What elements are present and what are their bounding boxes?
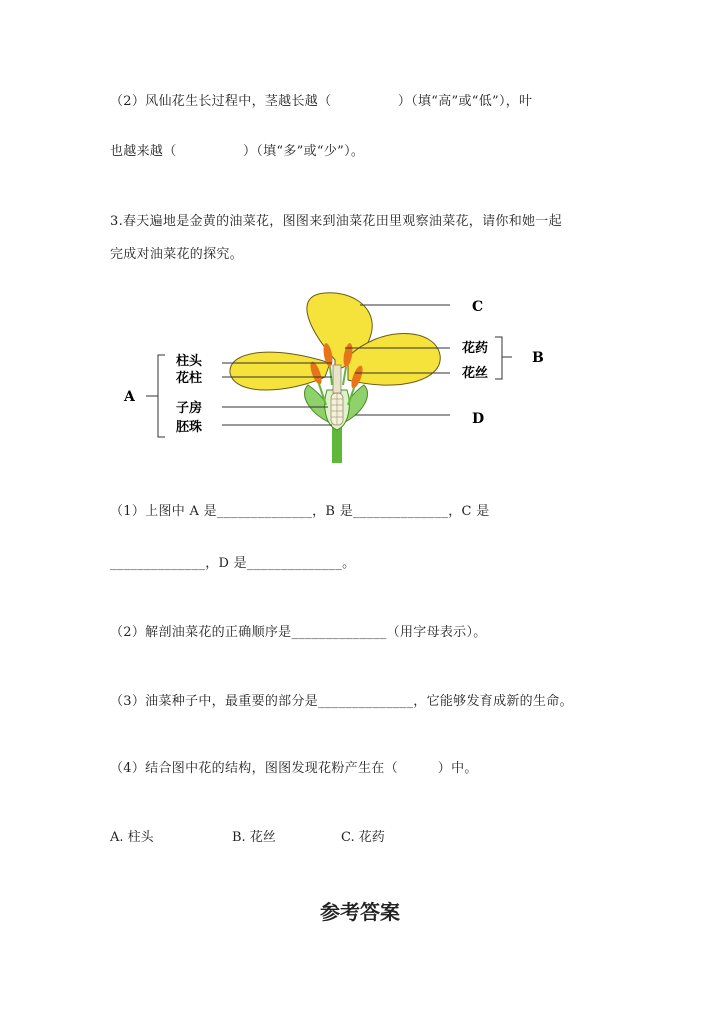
q3-sub3: （3）油菜种子中，最重要的部分是______________，它能够发育成新的生命。 (110, 694, 573, 709)
label-c: C (472, 299, 484, 315)
q2-part2-line1: （2）风仙花生长过程中，茎越长越（ ）（填“高”或“低”），叶 (110, 94, 533, 109)
label-ovary: 子房 (176, 401, 203, 416)
q3-sub2: （2）解剖油菜花的正确顺序是______________（用字母表示）。 (110, 625, 487, 640)
label-a: A (124, 389, 135, 405)
label-style: 花柱 (176, 371, 203, 386)
q3-intro-line2: 完成对油菜花的探究。 (110, 247, 244, 262)
q3-sub1-line2: ______________，D 是______________。 (110, 556, 356, 571)
label-d: D (472, 411, 485, 427)
option-c: C. 花药 (341, 830, 385, 845)
label-anther: 花药 (462, 341, 489, 356)
q3-intro-line1: 3.春天遍地是金黄的油菜花，图图来到油菜花田里观察油菜花，请你和她一起 (110, 214, 562, 229)
option-b: B. 花丝 (232, 830, 276, 845)
label-stigma: 柱头 (176, 354, 203, 369)
answer-title: 参考答案 (320, 900, 400, 924)
label-ovule: 胚珠 (176, 420, 203, 435)
label-filament: 花丝 (462, 366, 489, 381)
rape-flower-diagram (110, 285, 570, 470)
option-a: A. 柱头 (110, 830, 154, 845)
q3-sub4: （4）结合图中花的结构，图图发现花粉产生在（ ）中。 (110, 761, 478, 776)
label-b: B (532, 350, 544, 366)
q2-part2-line2: 也越来越（ ）（填“多”或“少”）。 (110, 144, 365, 159)
q3-sub1-line1: （1）上图中 A 是______________，B 是______________，C 是 (110, 504, 490, 519)
pistil-style (333, 365, 341, 393)
